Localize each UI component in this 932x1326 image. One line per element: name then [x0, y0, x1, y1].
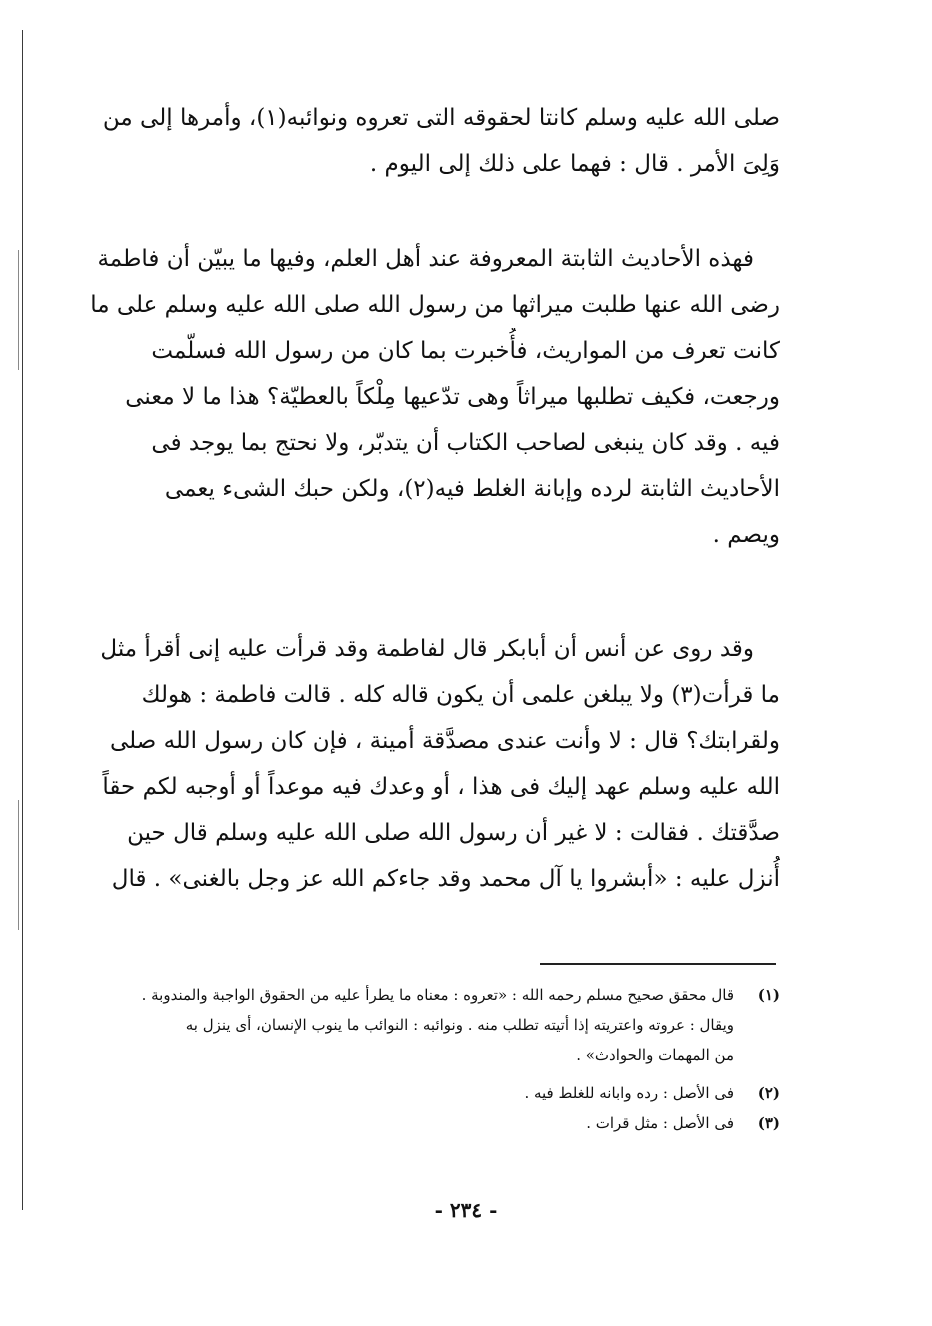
text-line: وَلِىَ الأمر . قال : فهما على ذلك إلى اليوم .: [369, 151, 780, 177]
text-line: وقد روى عن أنس أن أبابكر قال لفاطمة وقد قرأت عليه إنى أقرأ مثل: [100, 636, 754, 662]
footnote-line: من المهمات والحوادث» .: [576, 1046, 734, 1064]
page-number: - ٢٣٤ -: [434, 1198, 498, 1222]
footnote-number: (١): [757, 986, 780, 1004]
text-line: ما قرأت(٣) ولا يبلغن علمى أن يكون قاله كله . قالت فاطمة : هولك: [141, 682, 780, 708]
text-line: الله عليه وسلم عهد إليك فى هذا ، أو وعدك فيه موعداً أو أوجبه لكم حقاً: [102, 774, 780, 800]
paragraph-1: [80, 95, 780, 187]
footnote-line: فى الأصل : مثل قرات .: [586, 1114, 734, 1132]
text-line: صدَّقتك . فقالت : لا غير أن رسول الله صلى الله عليه وسلم قال حين: [127, 820, 780, 846]
text-line: ولقرابتك؟ قال : لا وأنت عندى مصدَّقة أمينة ، فإن كان رسول الله صلى: [110, 728, 780, 754]
footnote-1: [80, 980, 780, 1070]
text-line: رضى الله عنها طلبت ميراثها من رسول الله صلى الله عليه وسلم على ما: [90, 292, 780, 318]
footnotes: [80, 980, 780, 1138]
footnote-line: فى الأصل : رده وابانه للغلط فيه .: [524, 1084, 734, 1102]
footnote-3: [80, 1108, 780, 1138]
paragraph-2: [80, 236, 780, 558]
text-line: صلى الله عليه وسلم كانتا لحقوقه التى تعروه ونوائبه(١)، وأمرها إلى من: [102, 105, 780, 131]
footnote-number: (٢): [757, 1084, 780, 1102]
text-line: أُنزل عليه : «أبشروا يا آل محمد وقد جاءكم الله عز وجل بالغنى» . قال: [111, 866, 780, 892]
footnote-number: (٣): [757, 1114, 780, 1132]
footnote-line: قال محقق صحيح مسلم رحمه الله : «تعروه : معناه ما يطرأ عليه من الحقوق الواجبة والمندوبة .: [141, 986, 734, 1004]
page-edge-line: [18, 250, 19, 370]
text-line: ويصم .: [712, 522, 780, 548]
page-edge-line: [18, 800, 19, 930]
text-line: فهذه الأحاديث الثابتة المعروفة عند أهل العلم، وفيها ما يبيّن أن فاطمة: [97, 246, 754, 272]
text-line: الأحاديث الثابتة لرده وإبانة الغلط فيه(٢)، ولكن حبك الشىء يعمى: [164, 476, 780, 502]
text-line: كانت تعرف من المواريث، فأُخبرت بما كان من رسول الله فسلّمت: [151, 338, 780, 364]
page-edge-line: [22, 30, 23, 1210]
text-line: ورجعت، فكيف تطلبها ميراثاً وهى تدّعيها مِلْكاً بالعطيّة؟ هذا ما لا معنى: [125, 384, 780, 410]
paragraph-3: [80, 626, 780, 902]
footnote-separator: [540, 963, 776, 965]
footnote-line: ويقال : عروته واعتريته إذا أتيته تطلب منه . ونوائبه : النوائب ما ينوب الإنسان، أى ينزل به: [185, 1016, 734, 1034]
text-line: فيه . وقد كان ينبغى لصاحب الكتاب أن يتدبّر، ولا نحتج بما يوجد فى: [151, 430, 780, 456]
footnote-2: [80, 1078, 780, 1108]
